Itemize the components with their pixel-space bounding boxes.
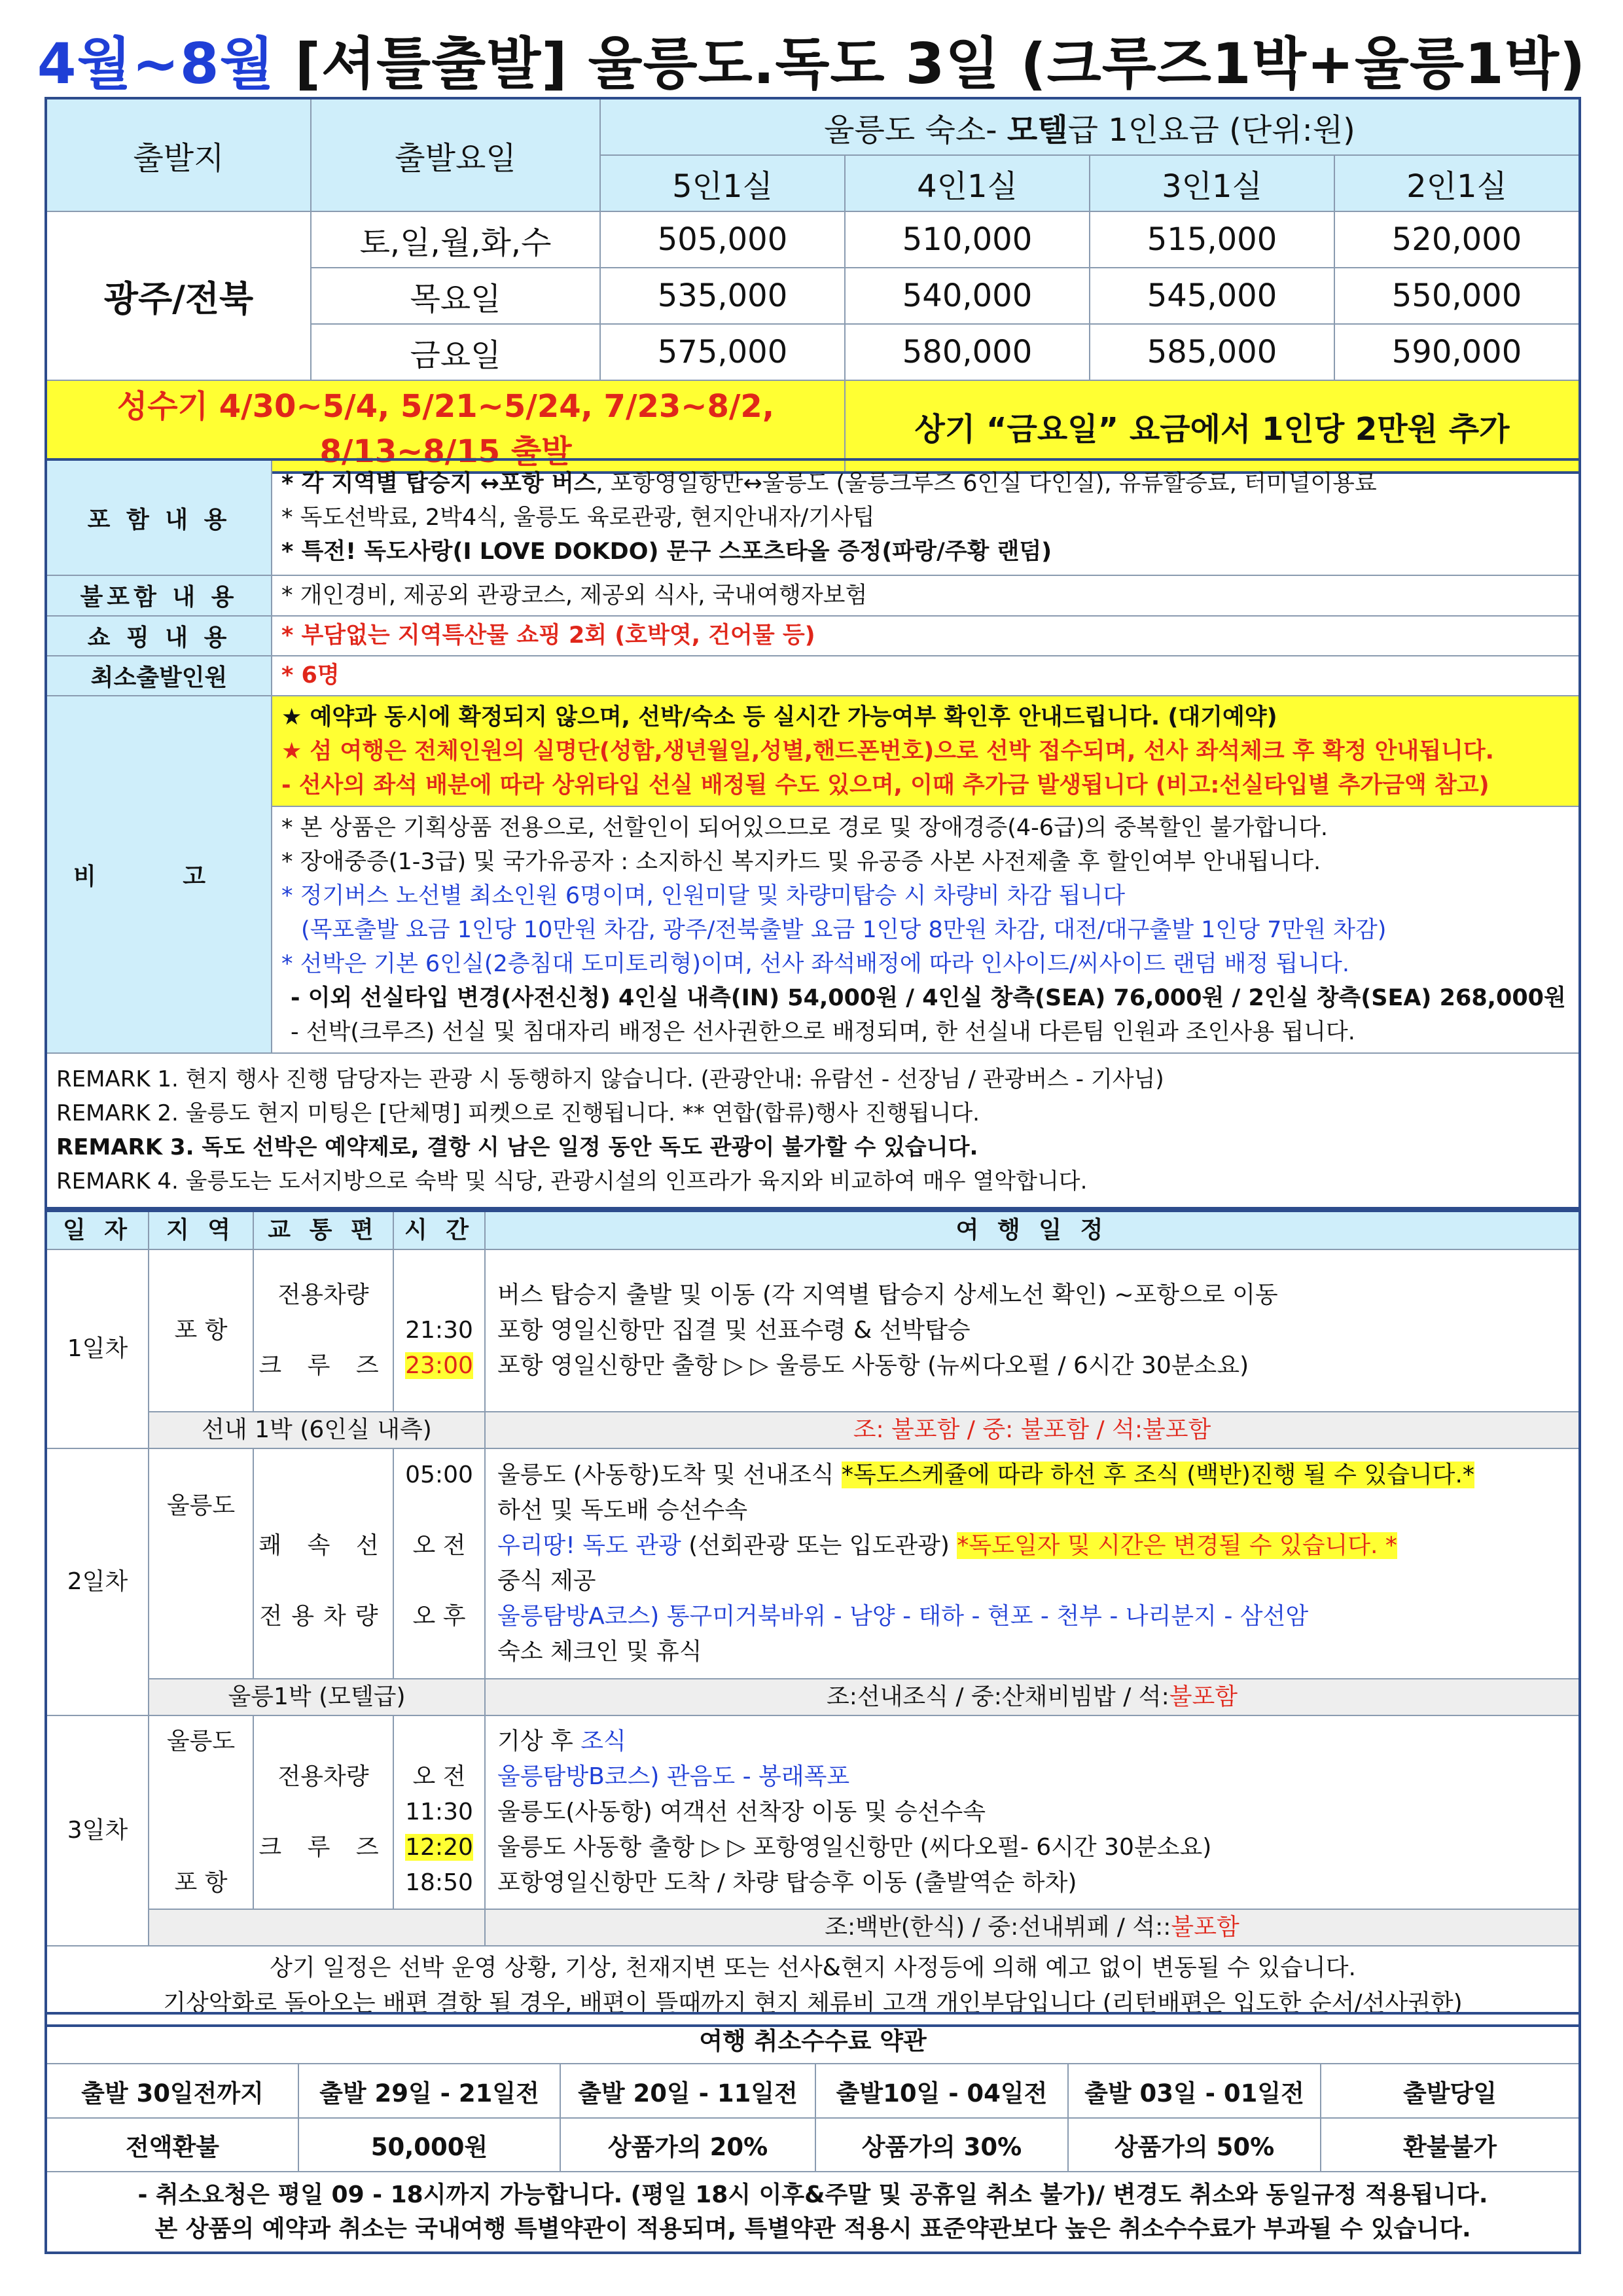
peak-season: 성수기 4/30~5/4, 5/21~5/24, 7/23~8/2, 8/13~8/15 출발	[46, 380, 845, 473]
shopping-content: * 부담없는 지역특산물 쇼핑 2회 (호박엿, 건어물 등)	[272, 616, 1580, 656]
booking-notice: ★ 예약과 동시에 확정되지 않으며, 선박/숙소 등 실시간 가능여부 확인후 안내드립니다. (대기예약) ★ 섬 여행은 전체인원의 실명단(성함,생년월일,성별,핸드폰번호)으로 선박 접수되며, 선사 좌석체크 후 확정 안내됩니다. - 선사의 좌석 배분에 따라 상위타입 선실 배정될 수도 있으며, 이때 추가금 발생됩니다 (비고:선실타입별 추가금액 참고)	[272, 696, 1580, 806]
day-meals: 조:선내조식 / 중:산채비빔밥 / 석:불포함	[485, 1679, 1580, 1715]
peak-note: 상기 “금요일” 요금에서 1인당 2만원 추가	[845, 380, 1580, 473]
title-rest: [셔틀출발] 울릉도.독도 3일 (크루즈1박+울릉1박)	[294, 31, 1586, 97]
min-people-content: * 6명	[272, 656, 1580, 696]
cancel-period: 출발당일	[1321, 2064, 1580, 2117]
min-people-label: 최소출발인원	[46, 656, 272, 696]
cancel-period: 출발 29일 - 21일전	[298, 2064, 560, 2117]
schedule-table	[45, 1210, 1581, 2027]
title-period: 4월~8월	[37, 31, 275, 97]
day-transport: 전용차량 크 루 즈	[253, 1715, 393, 1909]
cancel-fee: 환불불가	[1321, 2118, 1580, 2172]
price-cell: 545,000	[1090, 268, 1334, 324]
cancellation-title: 여행 취소수수료 약관	[46, 2013, 1580, 2064]
excluded-content: * 개인경비, 제공외 관광코스, 제공외 식사, 국내여행자보험	[272, 575, 1580, 615]
price-cell: 505,000	[600, 211, 845, 268]
schedule-header-itinerary: 여 행 일 정	[485, 1211, 1580, 1249]
cancel-fee: 상품가의 50%	[1068, 2118, 1321, 2172]
price-cell: 510,000	[845, 211, 1090, 268]
price-header-departure: 출발지	[46, 98, 311, 211]
day-itinerary: 버스 탑승지 출발 및 이동 (각 지역별 탑승지 상세노선 확인) ~포항으로 이동 포항 영일신항만 집결 및 선표수령 & 선박탑승 포항 영일신항만 출항 ▷ ▷ 울릉도 사동항 (뉴씨다오펄 / 6시간 30분소요)	[485, 1249, 1580, 1412]
day-transport: 쾌 속 선 전용차량	[253, 1448, 393, 1679]
day-transport: 전용차량 크 루 즈	[253, 1249, 393, 1412]
price-cell: 540,000	[845, 268, 1090, 324]
price-cell: 515,000	[1090, 211, 1334, 268]
cancel-fee: 상품가의 20%	[560, 2118, 815, 2172]
remarks-content: * 본 상품은 기획상품 전용으로, 선할인이 되어있으므로 경로 및 장애경증(4-6급)의 중복할인 불가합니다. * 장애중증(1-3급) 및 국가유공자 : 소지하신 복지카드 및 유공증 사본 사전제출 후 할인여부 안내됩니다. * 정기버스 노선별 최소인원 6명이며, 인원미달 및 차량미탑승 시 차량비 차감 됩니다 (목포출발 요금 1인당 10만원 차감, 광주/전북출발 요금 1인당 8만원 차감, 대전/대구출발 1인당 7만원 차감) * 선박은 기본 6인실(2층침대 도미토리형)이며, 선사 좌석배정에 따라 인사이드/씨사이드 랜덤 배정 됩니다. - 이외 선실타입 변경(사전신청) 4인실 내측(IN) 54,000원 / 4인실 창측(SEA) 76,000원 / 2인실 창측(SEA) 268,000원 - 선박(크루즈) 선실 및 침대자리 배정은 선사권한으로 배정되며, 한 선실내 다른팀 인원과 조인사용 됩니다.	[272, 806, 1580, 1053]
shopping-label: 쇼 핑 내 용	[46, 616, 272, 656]
room-type: 3인1실	[1090, 155, 1334, 211]
price-header-days: 출발요일	[311, 98, 600, 211]
day-time: 오 전 11:30 12:20 18:50	[393, 1715, 485, 1909]
info-table	[45, 458, 1581, 1210]
included-label: 포 함 내 용	[46, 459, 272, 575]
schedule-header-transport: 교 통 편	[253, 1211, 393, 1249]
schedule-header-day: 일 자	[46, 1211, 149, 1249]
cancel-period: 출발 20일 - 11일전	[560, 2064, 815, 2117]
day-time: 21:30 23:00	[393, 1249, 485, 1412]
price-cell: 580,000	[845, 324, 1090, 380]
price-cell: 520,000	[1334, 211, 1580, 268]
day-itinerary: 기상 후 조식 울릉탐방B코스) 관음도 - 봉래폭포 울릉도(사동항) 여객선 선착장 이동 및 승선수속 울릉도 사동항 출항 ▷ ▷ 포항영일신항만 (씨다오펄- 6시간 30분소요) 포항영일신항만 도착 / 차량 탑승후 이동 (출발역순 하차)	[485, 1715, 1580, 1909]
day-stay: 울릉1박 (모텔급)	[149, 1679, 485, 1715]
day-stay	[149, 1909, 485, 1946]
price-days: 목요일	[311, 268, 600, 324]
departure-city: 광주/전북	[46, 211, 311, 380]
day-meals: 조:백반(한식) / 중:선내뷔페 / 석::불포함	[485, 1909, 1580, 1946]
day-region: 포 항	[149, 1249, 253, 1412]
cancellation-table	[45, 2012, 1581, 2254]
cancel-fee: 50,000원	[298, 2118, 560, 2172]
cancel-period: 출발 30일전까지	[46, 2064, 298, 2117]
schedule-header-time: 시 간	[393, 1211, 485, 1249]
price-cell: 550,000	[1334, 268, 1580, 324]
day-label: 2일차	[46, 1448, 149, 1715]
day-region: 울릉도 포 항	[149, 1715, 253, 1909]
schedule-notes: 상기 일정은 선박 운영 상황, 기상, 천재지변 또는 선사&현지 사정등에 의해 예고 없이 변동될 수 있습니다. 기상악화로 돌아오는 배편 결항 될 경우, 배편이 뜰때까지 현지 체류비 고객 개인부담입니다 (리턴배편은 입도한 순서/선사권한)	[46, 1946, 1580, 2026]
price-days: 토,일,월,화,수	[311, 211, 600, 268]
included-content: * 각 지역별 탑승지 ↔포항 버스, 포항영일항만↔울릉도 (울릉크루즈 6인실 다인실), 유류할증료, 터미널이용료 * 독도선박료, 2박4식, 울릉도 육로관광, 현지안내자/기사팁 * 특전! 독도사랑(I LOVE DOKDO) 문구 스포츠타올 증정(파랑/주황 랜덤)	[272, 459, 1580, 575]
cancel-period: 출발10일 - 04일전	[815, 2064, 1068, 2117]
day-region: 울릉도	[149, 1448, 253, 1679]
price-cell: 535,000	[600, 268, 845, 324]
remarks-label: 비 고	[46, 696, 272, 1054]
day-stay: 선내 1박 (6인실 내측)	[149, 1412, 485, 1448]
cancellation-footer: - 취소요청은 평일 09 - 18시까지 가능합니다. (평일 18시 이후&주말 및 공휴일 취소 불가)/ 변경도 취소와 동일규정 적용됩니다. 본 상품의 예약과 취소는 국내여행 특별약관이 적용되며, 특별약관 적용시 표준약관보다 높은 취소수수료가 부과될 수 있습니다.	[46, 2172, 1580, 2253]
price-cell: 590,000	[1334, 324, 1580, 380]
remark-list: REMARK 1. 현지 행사 진행 담당자는 관광 시 동행하지 않습니다. (관광안내: 유람선 - 선장님 / 관광버스 - 기사님) REMARK 2. 울릉도 현지 미팅은 [단체명] 피켓으로 진행됩니다. ** 연합(합류)행사 진행됩니다. REMARK 3. 독도 선박은 예약제로, 결항 시 남은 일정 동안 독도 관광이 불가할 수 있습니다. REMARK 4. 울릉도는 도서지방으로 숙박 및 식당, 관광시설의 인프라가 육지와 비교하여 매우 열악합니다.	[46, 1053, 1580, 1208]
day-label: 1일차	[46, 1249, 149, 1448]
day-meals: 조: 불포함 / 중: 불포함 / 석:불포함	[485, 1412, 1580, 1448]
day-time: 05:00 오 전 오 후	[393, 1448, 485, 1679]
room-type: 4인1실	[845, 155, 1090, 211]
room-type: 2인1실	[1334, 155, 1580, 211]
cancel-fee: 상품가의 30%	[815, 2118, 1068, 2172]
page-title	[0, 18, 1623, 99]
schedule-header-region: 지 역	[149, 1211, 253, 1249]
cancel-fee: 전액환불	[46, 2118, 298, 2172]
cancel-period: 출발 03일 - 01일전	[1068, 2064, 1321, 2117]
room-type: 5인1실	[600, 155, 845, 211]
price-cell: 585,000	[1090, 324, 1334, 380]
price-days: 금요일	[311, 324, 600, 380]
day-itinerary: 울릉도 (사동항)도착 및 선내조식 *독도스케쥴에 따라 하선 후 조식 (백반)진행 될 수 있습니다.* 하선 및 독도배 승선수속 우리땅! 독도 관광 (선회관광 또는 입도관광) *독도일자 및 시간은 변경될 수 있습니다. * 중식 제공 울릉탐방A코스) 통구미거북바위 - 남양 - 태하 - 현포 - 천부 - 나리분지 - 삼선암 숙소 체크인 및 휴식	[485, 1448, 1580, 1679]
excluded-label: 불포함 내 용	[46, 575, 272, 615]
price-cell: 575,000	[600, 324, 845, 380]
price-header-lodging: 울릉도 숙소- 모텔급 1인요금 (단위:원)	[600, 98, 1580, 155]
day-label: 3일차	[46, 1715, 149, 1946]
price-table	[45, 97, 1581, 474]
